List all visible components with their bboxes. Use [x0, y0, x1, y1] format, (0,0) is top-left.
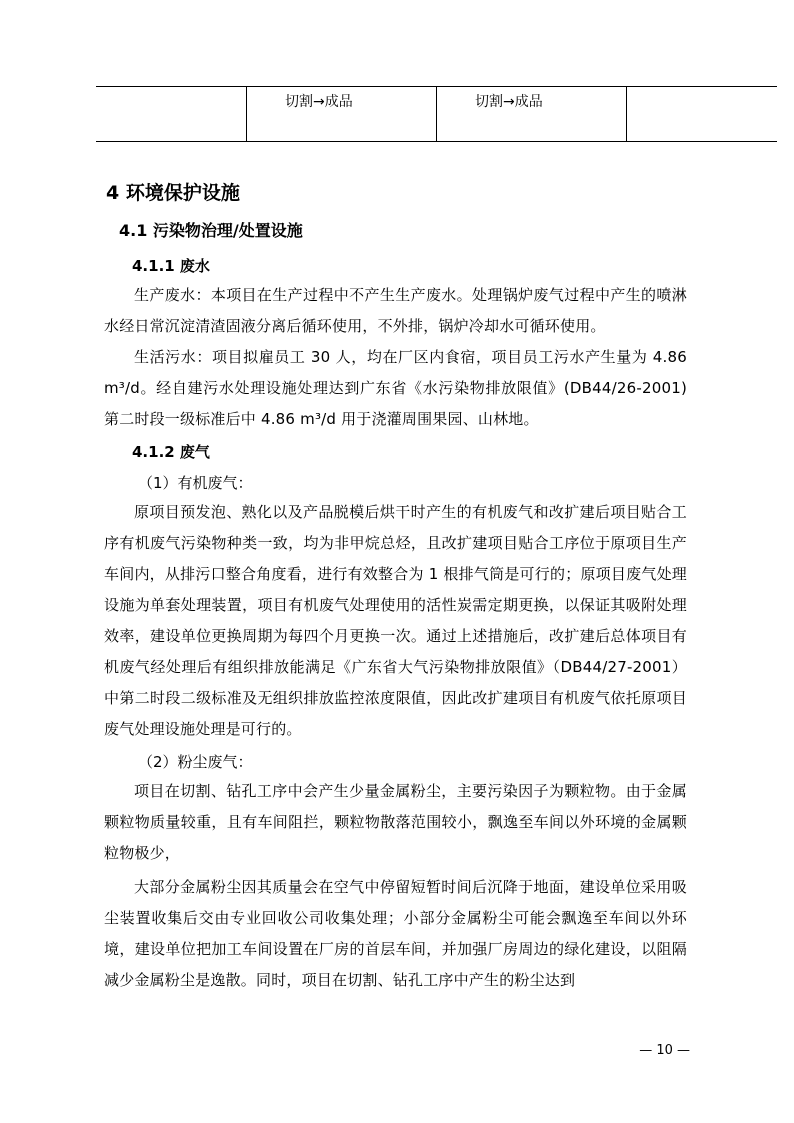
- dust-paragraph-2: 大部分金属粉尘因其质量会在空气中停留短暂时间后沉降于地面，建设单位采用吸尘装置收集后交由专业回收公司收集处理；小部分金属粉尘可能会飘逸至车间以外环境，建设单位把加工车间设置在厂房的首层车间，并加强厂房周边的绿化建设，以阻隔减少金属粉尘是逸散。同时，项目在切割、钻孔工序中产生的粉尘达到: [104, 878, 687, 989]
- dust-gas-label: （2）粉尘废气：: [138, 753, 253, 771]
- section-heading: 4 环境保护设施: [106, 182, 240, 204]
- process-table: [96, 86, 777, 142]
- table-cell: [627, 87, 778, 142]
- table-cell: 切割→成品: [437, 87, 627, 142]
- table-cell: 切割→成品: [247, 87, 437, 142]
- organic-gas-label: （1）有机废气：: [138, 474, 253, 492]
- subsection-heading: 4.1 污染物治理/处置设施: [119, 221, 303, 240]
- table-cell: [96, 87, 247, 142]
- dust-paragraph-1: 项目在切割、钻孔工序中会产生少量金属粉尘，主要污染因子为颗粒物。由于金属颗粒物质量较重，且有车间阻拦，颗粒物散落范围较小，飘逸至车间以外环境的金属颗粒物极少，: [104, 782, 687, 862]
- production-wastewater-paragraph: 生产废水：本项目在生产过程中不产生生产废水。处理锅炉废气过程中产生的喷淋水经日常沉淀清渣固液分离后循环使用，不外排，锅炉冷却水可循环使用。: [104, 286, 687, 335]
- organic-gas-paragraph: 原项目预发泡、熟化以及产品脱模后烘干时产生的有机废气和改扩建后项目贴合工序有机废气污染物种类一致，均为非甲烷总烃，且改扩建项目贴合工序位于原项目生产车间内，从排污口整合角度看，进行有效整合为 1 根排气筒是可行的；原项目废气处理设施为单套处理装置，项目有机废气处理使用的活性炭需定期更换，以保证其吸附处理效率，建设单位更换周期为每四个月更换一次。通过上述措施后，改扩建后总体项目有机废气经处理后有组织排放能满足《广东省大气污染物排放限值》（DB44/27-2001）中第二时段二级标准及无组织排放监控浓度限值，因此改扩建项目有机废气依托原项目废气处理设施处理是可行的。: [104, 503, 687, 738]
- page-number: — 10 —: [639, 1043, 690, 1058]
- table-row: [96, 87, 777, 142]
- waste-gas-heading: 4.1.2 废气: [132, 443, 210, 461]
- wastewater-heading: 4.1.1 废水: [132, 257, 210, 275]
- domestic-sewage-paragraph: 生活污水：项目拟雇员工 30 人，均在厂区内食宿，项目员工污水产生量为 4.86 m³/d。经自建污水处理设施处理达到广东省《水污染物排放限值》(DB44/26-2001) 第二时段一级标准后中 4.86 m³/d 用于浇灌周围果园、山林地。: [104, 348, 687, 428]
